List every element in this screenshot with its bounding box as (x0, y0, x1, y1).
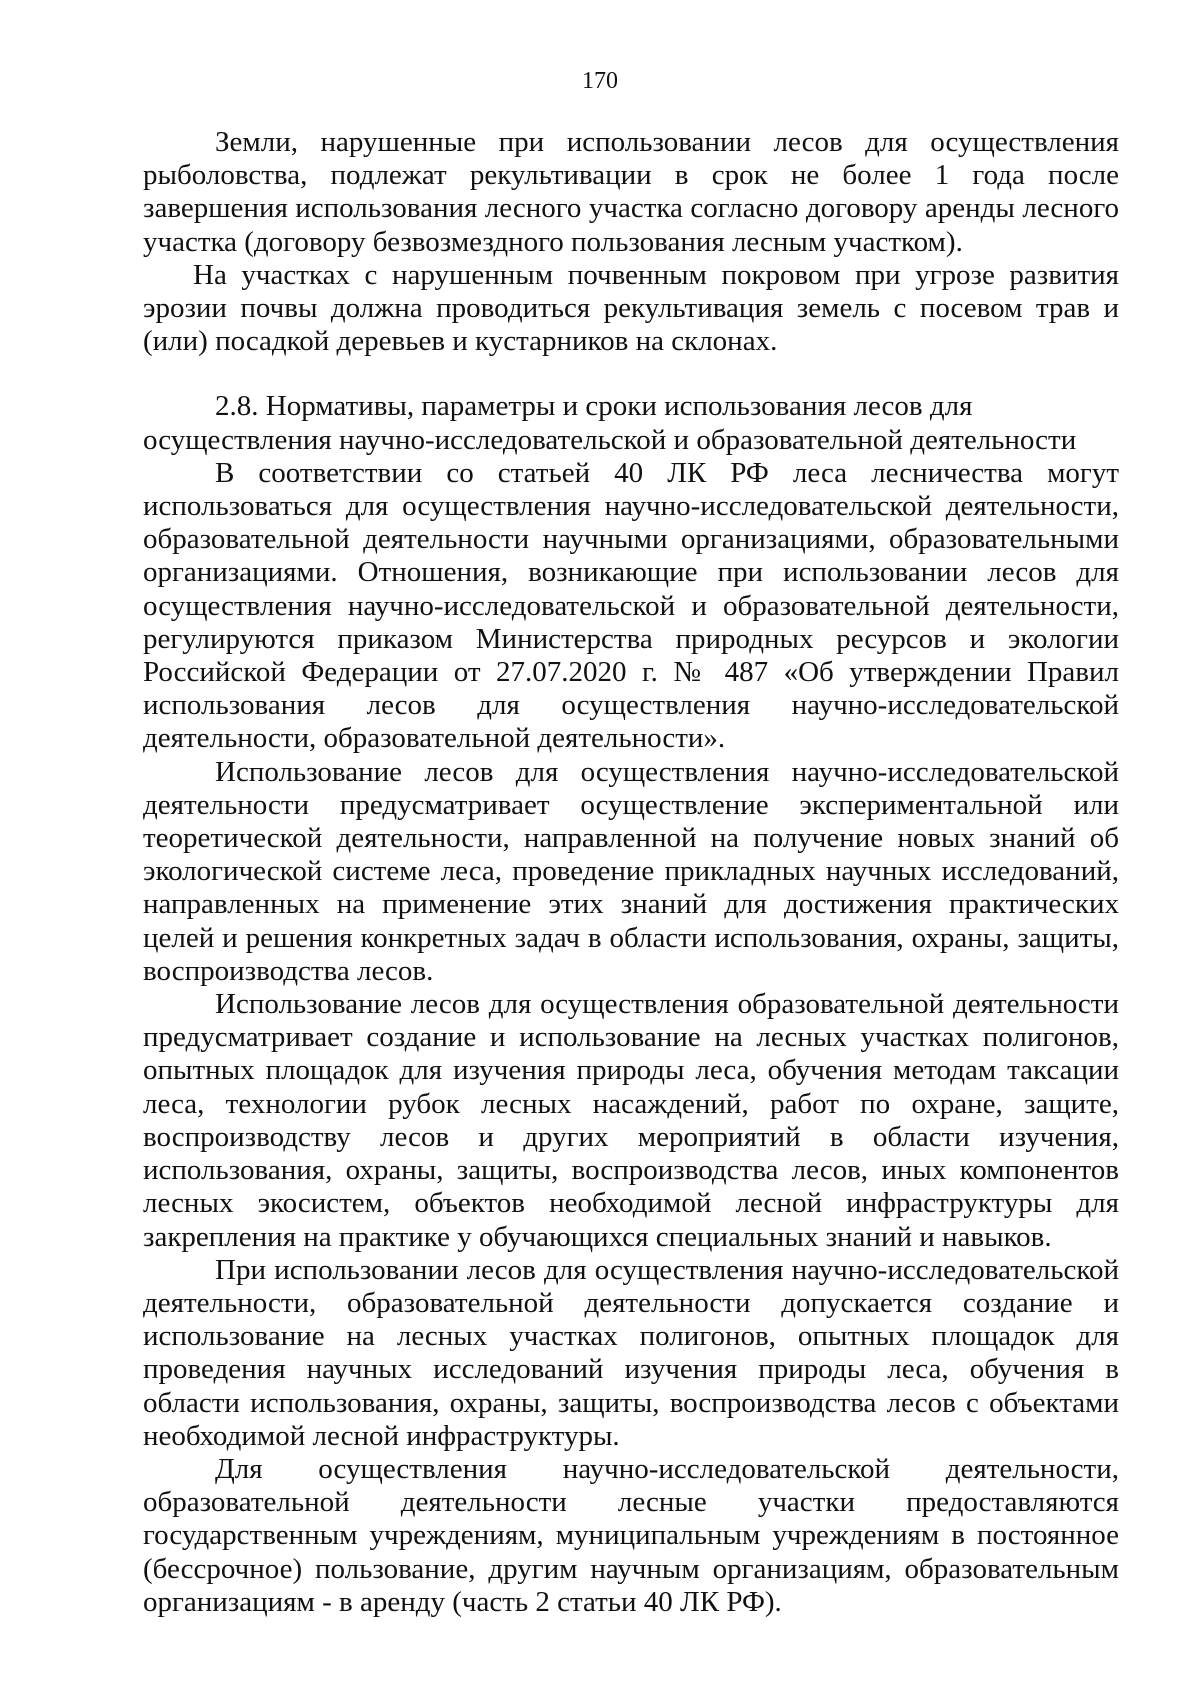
paragraph-erosion: На участках с нарушенным почвенным покровом при угрозе развития эрозии почвы должна проводиться рекультивация земель с посевом трав и (или) посадкой деревьев и кустарников на склонах. (143, 258, 1119, 358)
document-body (143, 126, 1119, 1619)
paragraph-land-reclamation: Земли, нарушенные при использовании лесов для осуществления рыболовства, подлежат рекультивации в срок не более 1 года после завершения использования лесного участка согласно договору аренды лесного участка (договору безвозмездного пользования лесным участком). (143, 126, 1119, 258)
paragraph-provision: Для осуществления научно-исследовательской деятельности, образовательной деятельности лесные участки предоставляются государственным учреждениям, муниципальным учреждениям в постоянное (бессрочное) пользование, другим научным организациям, образовательным организациям - в аренду (часть 2 статьи 40 ЛК РФ). (143, 1452, 1119, 1618)
paragraph-polygons: При использовании лесов для осуществления научно-исследовательской деятельности, образовательной деятельности допускается создание и использование на лесных участках полигонов, опытных площадок для проведения научных исследований изучения природы леса, обучения в области использования, охраны, защиты, воспроизводства лесов с объектами необходимой лесной инфраструктуры. (143, 1253, 1119, 1452)
paragraph-article-40: В соответствии со статьей 40 ЛК РФ леса лесничества могут использоваться для осуществления научно-исследовательской деятельности, образовательной деятельности научными организациями, образовательными организациями. Отношения, возникающие при использовании лесов для осуществления научно-исследовательской и образовательной деятельности, регулируются приказом Министерства природных ресурсов и экологии Российской Федерации от 27.07.2020 г. № 487 «Об утверждении Правил использования лесов для осуществления научно-исследовательской деятельности, образовательной деятельности». (143, 456, 1119, 755)
paragraph-education-use: Использование лесов для осуществления образовательной деятельности предусматривает создание и использование на лесных участках полигонов, опытных площадок для изучения природы леса, обучения методам таксации леса, технологии рубок лесных насаждений, работ по охране, защите, воспроизводству лесов и других мероприятий в области изучения, использования, охраны, защиты, воспроизводства лесов, иных компонентов лесных экосистем, объектов необходимой лесной инфраструктуры для закрепления на практике у обучающихся специальных знаний и навыков. (143, 988, 1119, 1253)
section-heading: 2.8. Нормативы, параметры и сроки использования лесов для осуществления научно-исследовательской и образовательной деятельности (143, 390, 1077, 456)
paragraph-research-use: Использование лесов для осуществления научно-исследовательской деятельности предусматривает осуществление экспериментальной или теоретической деятельности, направленной на получение новых знаний об экологической системе леса, проведение прикладных научных исследований, направленных на применение этих знаний для достижения практических целей и решения конкретных задач в области использования, охраны, защиты, воспроизводства лесов. (143, 755, 1119, 987)
page-number: 170 (582, 68, 618, 94)
